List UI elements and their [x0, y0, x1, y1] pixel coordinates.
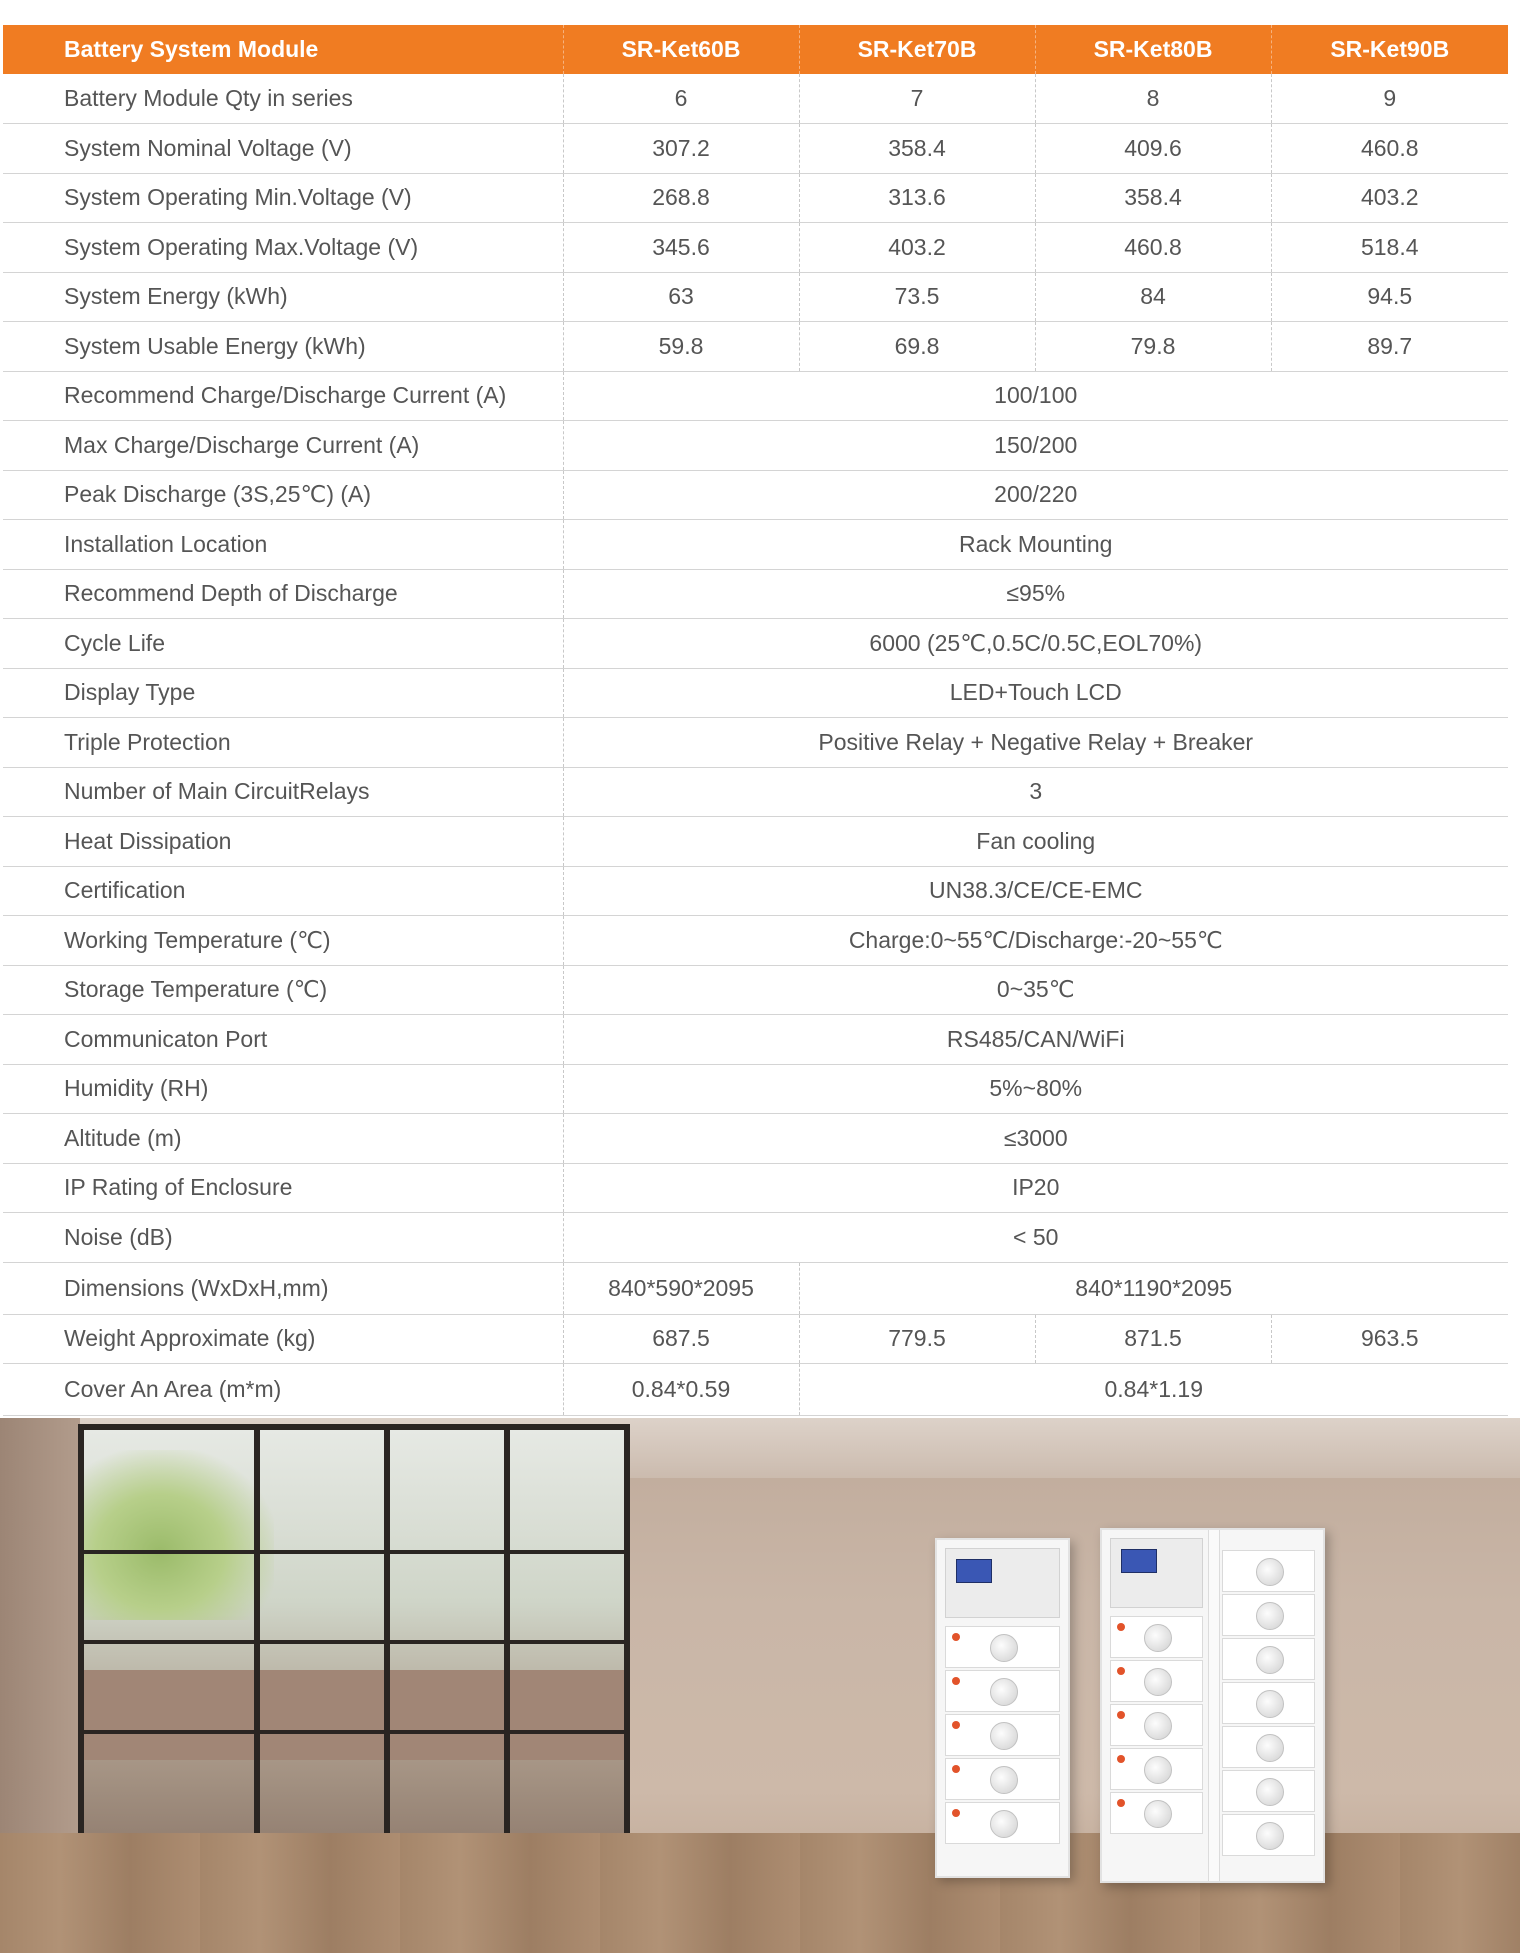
row-value: 0.84*0.59 [563, 1364, 799, 1416]
table-row [3, 1114, 1508, 1164]
row-value: Positive Relay + Negative Relay + Breaker [563, 718, 1508, 768]
row-value: RS485/CAN/WiFi [563, 1015, 1508, 1065]
row-label: System Operating Max.Voltage (V) [3, 223, 563, 273]
header-model: SR-Ket90B [1271, 25, 1508, 74]
row-label: Max Charge/Discharge Current (A) [3, 421, 563, 471]
row-value: 345.6 [563, 223, 799, 273]
fan-grille [990, 1766, 1018, 1794]
fan-grille [1144, 1800, 1172, 1828]
row-label: Weight Approximate (kg) [3, 1314, 563, 1364]
battery-module [945, 1802, 1060, 1844]
battery-module [1222, 1550, 1315, 1592]
logo-mark [1117, 1667, 1125, 1675]
table-row [3, 371, 1508, 421]
row-value: Rack Mounting [563, 520, 1508, 570]
table-row [3, 520, 1508, 570]
fan-grille [1256, 1690, 1284, 1718]
row-label: Triple Protection [3, 718, 563, 768]
control-panel [1110, 1538, 1203, 1608]
row-value: IP20 [563, 1163, 1508, 1213]
fan-grille [1256, 1646, 1284, 1674]
row-value: 460.8 [1035, 223, 1271, 273]
table-row [3, 817, 1508, 867]
battery-module [1110, 1792, 1203, 1834]
fan-grille [990, 1810, 1018, 1838]
table-row [3, 619, 1508, 669]
row-value: ≤3000 [563, 1114, 1508, 1164]
row-value: 200/220 [563, 470, 1508, 520]
logo-mark [1117, 1623, 1125, 1631]
battery-module [945, 1758, 1060, 1800]
row-label: System Usable Energy (kWh) [3, 322, 563, 372]
table-row [3, 272, 1508, 322]
header-model: SR-Ket70B [799, 25, 1035, 74]
window-transom [84, 1640, 624, 1644]
row-label: Battery Module Qty in series [3, 74, 563, 124]
fan-grille [1144, 1712, 1172, 1740]
row-value: ≤95% [563, 569, 1508, 619]
row-label: Display Type [3, 668, 563, 718]
rack-rail [1208, 1530, 1220, 1881]
row-label: Recommend Charge/Discharge Current (A) [3, 371, 563, 421]
fan-grille [1256, 1734, 1284, 1762]
fan-grille [1256, 1558, 1284, 1586]
row-label: Working Temperature (℃) [3, 916, 563, 966]
table-row [3, 1163, 1508, 1213]
window-mullion [384, 1430, 390, 1860]
table-row [3, 767, 1508, 817]
row-value: 89.7 [1271, 322, 1508, 372]
row-value: 73.5 [799, 272, 1035, 322]
battery-module [1110, 1704, 1203, 1746]
logo-mark [952, 1677, 960, 1685]
control-panel [945, 1548, 1060, 1618]
row-value: 63 [563, 272, 799, 322]
row-value: 84 [1035, 272, 1271, 322]
row-value: 8 [1035, 74, 1271, 124]
window [78, 1424, 630, 1866]
row-value: 840*590*2095 [563, 1262, 799, 1314]
row-value: 6000 (25℃,0.5C/0.5C,EOL70%) [563, 619, 1508, 669]
fan-grille [1256, 1778, 1284, 1806]
row-label: Cover An Area (m*m) [3, 1364, 563, 1416]
greenery [84, 1450, 274, 1620]
table-row [3, 1213, 1508, 1263]
logo-mark [1117, 1755, 1125, 1763]
row-value: 100/100 [563, 371, 1508, 421]
row-label: Installation Location [3, 520, 563, 570]
header-model: SR-Ket60B [563, 25, 799, 74]
battery-module [1110, 1616, 1203, 1658]
window-transom [84, 1550, 624, 1554]
fan-grille [1144, 1668, 1172, 1696]
fan-grille [1256, 1822, 1284, 1850]
table-row [3, 470, 1508, 520]
battery-module [1222, 1814, 1315, 1856]
table-row [3, 124, 1508, 174]
battery-module [945, 1714, 1060, 1756]
row-value: 3 [563, 767, 1508, 817]
fan-grille [1256, 1602, 1284, 1630]
row-label: Altitude (m) [3, 1114, 563, 1164]
row-value: 268.8 [563, 173, 799, 223]
row-value: LED+Touch LCD [563, 668, 1508, 718]
row-value: 9 [1271, 74, 1508, 124]
row-label: System Nominal Voltage (V) [3, 124, 563, 174]
row-value: 94.5 [1271, 272, 1508, 322]
row-value: 150/200 [563, 421, 1508, 471]
balcony-wall [84, 1670, 624, 1760]
row-value: 409.6 [1035, 124, 1271, 174]
battery-rack [1100, 1528, 1325, 1883]
row-value: 307.2 [563, 124, 799, 174]
row-label: Humidity (RH) [3, 1064, 563, 1114]
logo-mark [1117, 1799, 1125, 1807]
row-value: 518.4 [1271, 223, 1508, 273]
row-value: 687.5 [563, 1314, 799, 1364]
header-label: Battery System Module [64, 36, 319, 62]
row-value: Charge:0~55℃/Discharge:-20~55℃ [563, 916, 1508, 966]
battery-module [945, 1670, 1060, 1712]
row-value: 0~35℃ [563, 965, 1508, 1015]
row-value: 871.5 [1035, 1314, 1271, 1364]
row-value: 779.5 [799, 1314, 1035, 1364]
table-row [3, 965, 1508, 1015]
battery-module [1222, 1638, 1315, 1680]
row-value: 6 [563, 74, 799, 124]
fan-grille [990, 1722, 1018, 1750]
logo-mark [952, 1765, 960, 1773]
table-row [3, 569, 1508, 619]
row-value: 358.4 [1035, 173, 1271, 223]
row-value: 313.6 [799, 173, 1035, 223]
row-value: 403.2 [1271, 173, 1508, 223]
window-transom [84, 1730, 624, 1734]
battery-module [945, 1626, 1060, 1668]
row-label: Cycle Life [3, 619, 563, 669]
battery-module [1222, 1770, 1315, 1812]
row-value: 963.5 [1271, 1314, 1508, 1364]
wall [0, 1418, 80, 1858]
table-row [3, 718, 1508, 768]
row-value: < 50 [563, 1213, 1508, 1263]
fan-grille [990, 1678, 1018, 1706]
battery-rack [935, 1538, 1070, 1878]
fan-grille [990, 1634, 1018, 1662]
table-row [3, 1064, 1508, 1114]
table-row [3, 421, 1508, 471]
table-row [3, 322, 1508, 372]
row-value: Fan cooling [563, 817, 1508, 867]
table-row [3, 1262, 1508, 1314]
logo-mark [952, 1721, 960, 1729]
window-mullion [504, 1430, 510, 1860]
row-label: Dimensions (WxDxH,mm) [3, 1262, 563, 1314]
row-value: 358.4 [799, 124, 1035, 174]
table-row [3, 223, 1508, 273]
battery-module [1222, 1682, 1315, 1724]
logo-mark [1117, 1711, 1125, 1719]
logo-mark [952, 1633, 960, 1641]
table-row [3, 668, 1508, 718]
table-row [3, 1364, 1508, 1416]
row-label: Certification [3, 866, 563, 916]
row-value: UN38.3/CE/CE-EMC [563, 866, 1508, 916]
battery-module [1110, 1748, 1203, 1790]
table-row [3, 916, 1508, 966]
lcd-screen [956, 1559, 992, 1583]
logo-mark [952, 1809, 960, 1817]
battery-module [1222, 1726, 1315, 1768]
row-label: IP Rating of Enclosure [3, 1163, 563, 1213]
row-label: Storage Temperature (℃) [3, 965, 563, 1015]
row-value: 59.8 [563, 322, 799, 372]
row-value: 0.84*1.19 [799, 1364, 1508, 1416]
table-header-row [3, 25, 1508, 74]
row-label: Noise (dB) [3, 1213, 563, 1263]
row-value: 403.2 [799, 223, 1035, 273]
window-mullion [254, 1430, 260, 1860]
row-label: System Operating Min.Voltage (V) [3, 173, 563, 223]
row-label: Communicaton Port [3, 1015, 563, 1065]
table-row [3, 173, 1508, 223]
table-row [3, 74, 1508, 124]
row-label: Peak Discharge (3S,25℃) (A) [3, 470, 563, 520]
battery-module [1110, 1660, 1203, 1702]
row-value: 69.8 [799, 322, 1035, 372]
row-value: 79.8 [1035, 322, 1271, 372]
battery-module [1222, 1594, 1315, 1636]
row-label: System Energy (kWh) [3, 272, 563, 322]
row-label: Heat Dissipation [3, 817, 563, 867]
row-value: 7 [799, 74, 1035, 124]
table-row [3, 1314, 1508, 1364]
header-model: SR-Ket80B [1035, 25, 1271, 74]
product-scene-image [0, 1418, 1520, 1953]
table-row [3, 866, 1508, 916]
spec-table [3, 25, 1508, 1416]
fan-grille [1144, 1624, 1172, 1652]
table-row [3, 1015, 1508, 1065]
fan-grille [1144, 1756, 1172, 1784]
row-value: 460.8 [1271, 124, 1508, 174]
row-value: 840*1190*2095 [799, 1262, 1508, 1314]
lcd-screen [1121, 1549, 1157, 1573]
row-value: 5%~80% [563, 1064, 1508, 1114]
row-label: Number of Main CircuitRelays [3, 767, 563, 817]
row-label: Recommend Depth of Discharge [3, 569, 563, 619]
